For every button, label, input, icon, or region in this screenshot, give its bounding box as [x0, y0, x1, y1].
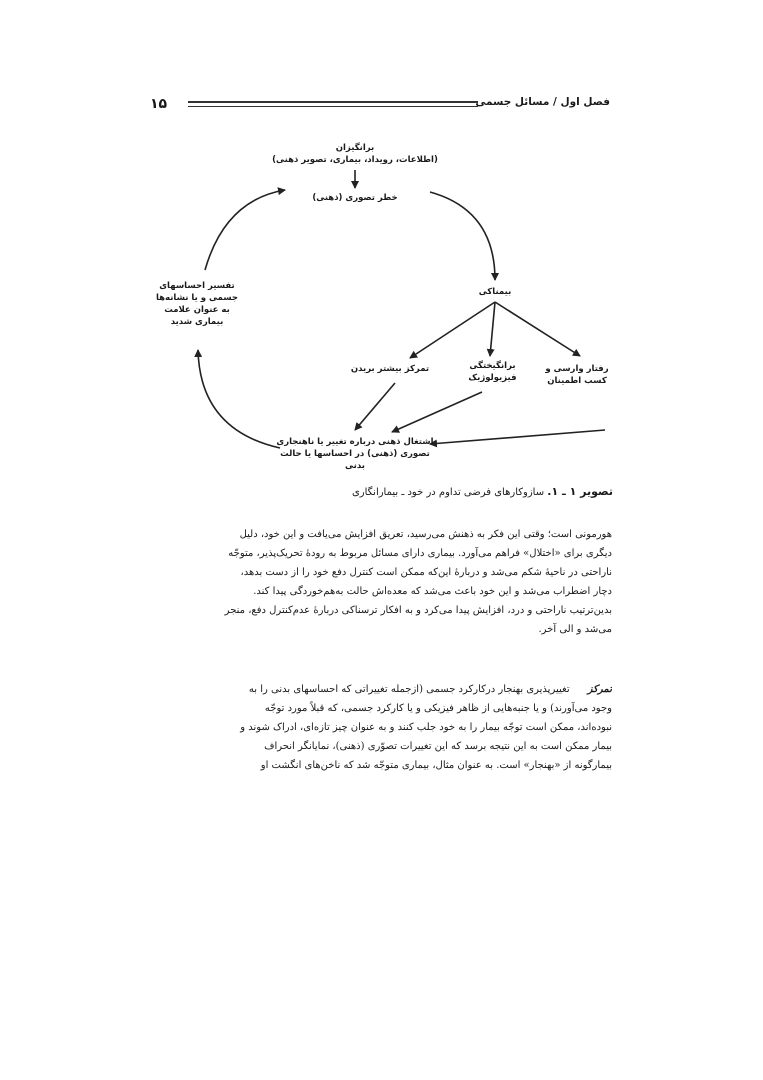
node-arousal-line2: فیزیولوژیک — [468, 373, 517, 383]
arrow-preoccupation-interpretation — [198, 350, 280, 448]
paragraph-line-text: تغییرپذیری بهنجار درکارکرد جسمی (ازجمله تغییراتی که احساسهای بدنی را به — [248, 684, 570, 695]
node-interpretation-line2: جسمی و یا نشانه‌ها — [155, 293, 239, 303]
header-rule — [188, 101, 478, 107]
figure-caption-text: سازوکارهای فرضی تداوم در خود ـ بیمارانگاری — [351, 487, 545, 498]
paragraph-line: نبوده‌اند، ممکن است توجّه بیمار را به خود جلب کنند و به عنوان چیز تازه‌ای، ادراک شوند و — [240, 722, 612, 733]
node-trigger-sub: (اطلاعات، رویداد، بیماری، تصویر ذهنی) — [272, 155, 438, 165]
arrow-anxiety-arousal — [490, 302, 495, 356]
paragraph-line: می‌شد و الی آخر. — [538, 624, 612, 635]
body-paragraph-2 — [150, 680, 612, 775]
node-trigger — [265, 142, 445, 166]
node-preoccupation — [270, 436, 440, 472]
arrow-danger-anxiety — [430, 192, 495, 280]
arrow-arousal-preoccupation — [392, 392, 482, 432]
node-arousal — [455, 360, 530, 384]
arrow-focus-preoccupation — [355, 383, 395, 430]
node-preoccupation-line2: تصوری (ذهنی) در احساسها یا حالت بدنی — [280, 449, 430, 471]
node-reassurance-line1: رفتار وارسی و — [545, 364, 609, 374]
paragraph-term: تمرکز — [587, 684, 612, 695]
paragraph-line-first — [150, 680, 612, 699]
node-trigger-title: برانگیزان — [335, 143, 375, 153]
paragraph-line: دچار اضطراب می‌شد و این خود باعث می‌شد که معده‌اش حالت به‌هم‌خوردگی پیدا کند. — [253, 586, 612, 597]
node-danger — [290, 192, 420, 204]
arrow-anxiety-reassurance — [495, 302, 580, 356]
node-arousal-line1: برانگیختگی — [469, 361, 516, 371]
node-reassurance — [542, 363, 612, 387]
arrow-anxiety-focus — [410, 302, 495, 358]
node-interpretation-line1: تفسیر احساسهای — [159, 281, 235, 291]
node-focus — [340, 363, 440, 375]
paragraph-line: بدین‌ترتیب ناراحتی و درد، افزایش پیدا می‌کرد و به افکار ترسناکی دربارهٔ عدم‌کنترل دفع، منجر — [224, 605, 612, 616]
page-header — [150, 96, 610, 116]
arrow-reassurance-preoccupation — [430, 430, 605, 444]
paragraph-line: دیگری برای «اختلال» فراهم می‌آورد. بیماری دارای مسائل مربوط به رودهٔ تحریک‌پذیر، متوجّه — [228, 548, 612, 559]
node-danger-label: خطر تصوری (ذهنی) — [312, 193, 398, 203]
paragraph-line: وجود می‌آورند) و یا جنبه‌هایی از ظاهر فیزیکی و یا کارکرد جسمی، که قبلاً مورد توجّه — [264, 703, 612, 714]
cycle-diagram — [150, 130, 610, 480]
node-interpretation — [152, 280, 242, 328]
figure-caption — [153, 485, 613, 498]
node-focus-label: تمرکز بیشتر بریدن — [350, 364, 430, 374]
node-interpretation-line3: به عنوان علامت — [164, 305, 230, 315]
paragraph-line: ناراحتی در ناحیهٔ شکم می‌شد و دربارهٔ این‌که ممکن است کنترل دفع خود را از دست بدهد، — [240, 567, 612, 578]
arrow-interpretation-danger — [205, 190, 285, 270]
node-anxiety — [465, 286, 525, 298]
node-interpretation-line4: بیماری شدید — [170, 317, 224, 327]
paragraph-line: بیمار ممکن است به این نتیجه برسد که این تغییرات تصوّری (ذهنی)، نمایانگر انحراف — [264, 741, 612, 752]
body-paragraph-1 — [150, 525, 612, 639]
page-number: ۱۵ — [150, 96, 168, 112]
node-preoccupation-line1: اشتغال ذهنی درباره تغییر یا ناهنجاری — [276, 437, 434, 447]
node-anxiety-label: بیمناکی — [478, 287, 512, 297]
node-reassurance-line2: کسب اطمینان — [547, 376, 607, 386]
paragraph-line: بیمارگونه از «بهنجار» است. به عنوان مثال، بیماری متوجّه شد که ناخن‌های انگشت او — [260, 760, 612, 771]
running-title: فصل اول / مسائل جسمی — [475, 96, 610, 108]
paragraph-line: هورمونی است؛ وقتی این فکر به ذهنش می‌رسید، تعریق افزایش می‌یافت و این خود، دلیل — [239, 529, 612, 540]
figure-caption-label: تصویر ۱ ـ ۱. — [547, 485, 613, 498]
